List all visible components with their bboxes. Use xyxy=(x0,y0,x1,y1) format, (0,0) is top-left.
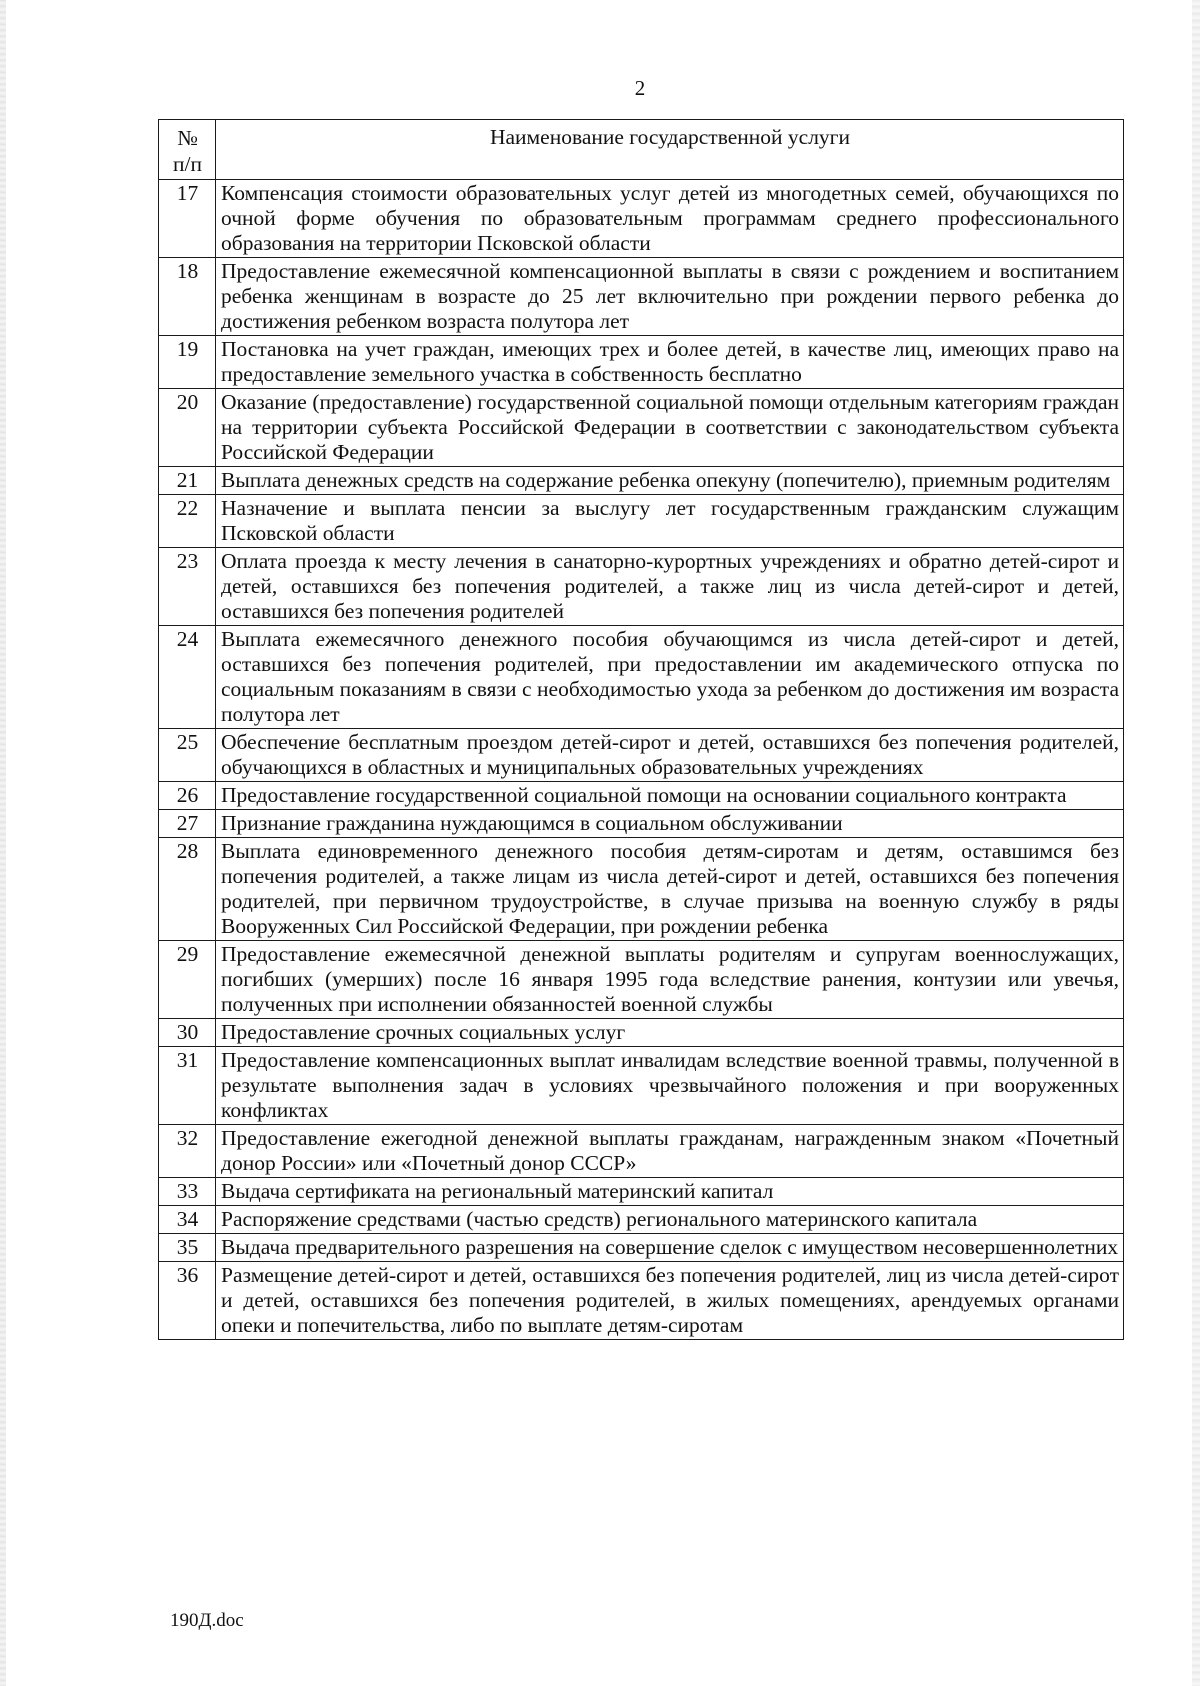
service-name: Назначение и выплата пенсии за выслугу лет государственным гражданским служащим Псковской области xyxy=(216,495,1124,548)
row-number: 23 xyxy=(159,548,216,626)
service-name: Выплата денежных средств на содержание ребенка опекуну (попечителю), приемным родителям xyxy=(216,467,1124,495)
table-row xyxy=(159,941,1124,1019)
row-number: 31 xyxy=(159,1047,216,1125)
service-name: Распоряжение средствами (частью средств) регионального материнского капитала xyxy=(216,1206,1124,1234)
table-row xyxy=(159,336,1124,389)
row-number: 34 xyxy=(159,1206,216,1234)
service-name: Компенсация стоимости образовательных услуг детей из многодетных семей, обучающихся по очной форме обучения по образовательным программам среднего профессионального образования на территории Псковской области xyxy=(216,180,1124,258)
document-filename: 190Д.doc xyxy=(170,1610,244,1631)
row-number: 30 xyxy=(159,1019,216,1047)
page-number: 2 xyxy=(634,76,646,100)
service-name: Оказание (предоставление) государственной социальной помощи отдельным категориям граждан на территории субъекта Российской Федерации в соответствии с законодательством субъекта Российской Федерации xyxy=(216,389,1124,467)
table-row xyxy=(159,180,1124,258)
service-name: Выдача сертификата на региональный материнский капитал xyxy=(216,1178,1124,1206)
service-name: Предоставление компенсационных выплат инвалидам вследствие военной травмы, полученной в результате выполнения задач в условиях чрезвычайного положения и при вооруженных конфликтах xyxy=(216,1047,1124,1125)
row-number: 19 xyxy=(159,336,216,389)
service-name: Предоставление ежемесячной компенсационной выплаты в связи с рождением и воспитанием ребенка женщинам в возрасте до 25 лет включительно при рождении первого ребенка до достижения ребенком возраста полутора лет xyxy=(216,258,1124,336)
table-row xyxy=(159,548,1124,626)
row-number: 21 xyxy=(159,467,216,495)
table-row xyxy=(159,1262,1124,1340)
header-number-abbrev: п/п xyxy=(173,152,202,176)
service-name: Выдача предварительного разрешения на совершение сделок с имуществом несовершеннолетних xyxy=(216,1234,1124,1262)
row-number: 32 xyxy=(159,1125,216,1178)
table-row xyxy=(159,467,1124,495)
table-row xyxy=(159,1019,1124,1047)
row-number: 36 xyxy=(159,1262,216,1340)
service-name: Обеспечение бесплатным проездом детей-сирот и детей, оставшихся без попечения родителей, обучающихся в областных и муниципальных образовательных учреждениях xyxy=(216,729,1124,782)
row-number: 18 xyxy=(159,258,216,336)
row-number: 25 xyxy=(159,729,216,782)
service-name: Оплата проезда к месту лечения в санаторно-курортных учреждениях и обратно детей-сирот и детей, оставшихся без попечения родителей, а также лиц из числа детей-сирот и детей, оставшихся без попечения родителей xyxy=(216,548,1124,626)
service-name: Признание гражданина нуждающимся в социальном обслуживании xyxy=(216,810,1124,838)
service-name: Предоставление ежегодной денежной выплаты гражданам, награжденным знаком «Почетный донор России» или «Почетный донор СССР» xyxy=(216,1125,1124,1178)
table-row xyxy=(159,810,1124,838)
service-name: Выплата единовременного денежного пособия детям-сиротам и детям, оставшимся без попечения родителей, а также лицам из числа детей-сирот и детей, оставшихся без попечения родителей, при первичном трудоустройстве, в случае призыва на военную службу в ряды Вооруженных Сил Российской Федерации, при рождении ребенка xyxy=(216,838,1124,941)
row-number: 17 xyxy=(159,180,216,258)
row-number: 24 xyxy=(159,626,216,729)
table-row xyxy=(159,729,1124,782)
table-header-row xyxy=(159,120,1124,180)
row-number: 22 xyxy=(159,495,216,548)
scan-edge-left xyxy=(0,0,6,1686)
service-name: Предоставление срочных социальных услуг xyxy=(216,1019,1124,1047)
row-number: 28 xyxy=(159,838,216,941)
table-row xyxy=(159,838,1124,941)
services-table xyxy=(158,119,1124,1340)
table-row xyxy=(159,1125,1124,1178)
table-row xyxy=(159,782,1124,810)
header-service-name: Наименование государственной услуги xyxy=(216,120,1124,180)
service-name: Предоставление государственной социальной помощи на основании социального контракта xyxy=(216,782,1124,810)
scan-edge-right xyxy=(1192,0,1200,1686)
table-row xyxy=(159,495,1124,548)
service-name: Постановка на учет граждан, имеющих трех и более детей, в качестве лиц, имеющих право на предоставление земельного участка в собственность бесплатно xyxy=(216,336,1124,389)
row-number: 29 xyxy=(159,941,216,1019)
service-name: Предоставление ежемесячной денежной выплаты родителям и супругам военнослужащих, погибших (умерших) после 16 января 1995 года вследствие ранения, контузии или увечья, полученных при исполнении обязанностей военной службы xyxy=(216,941,1124,1019)
table-row xyxy=(159,258,1124,336)
service-name: Размещение детей-сирот и детей, оставшихся без попечения родителей, лиц из числа детей-сирот и детей, оставшихся без попечения родителей, в жилых помещениях, арендуемых органами опеки и попечительства, либо по выплате детям-сиротам xyxy=(216,1262,1124,1340)
service-name: Выплата ежемесячного денежного пособия обучающимся из числа детей-сирот и детей, оставшихся без попечения родителей, при предоставлении им академического отпуска по социальным показаниям в связи с необходимостью ухода за ребенком до достижения им возраста полутора лет xyxy=(216,626,1124,729)
row-number: 27 xyxy=(159,810,216,838)
row-number: 26 xyxy=(159,782,216,810)
table-row xyxy=(159,1206,1124,1234)
table-row xyxy=(159,626,1124,729)
table-body xyxy=(159,180,1124,1340)
row-number: 35 xyxy=(159,1234,216,1262)
table-row xyxy=(159,1178,1124,1206)
header-number-symbol: № xyxy=(177,126,198,150)
row-number: 20 xyxy=(159,389,216,467)
table-row xyxy=(159,1234,1124,1262)
header-number-cell xyxy=(159,120,216,180)
row-number: 33 xyxy=(159,1178,216,1206)
table-row xyxy=(159,389,1124,467)
table-row xyxy=(159,1047,1124,1125)
